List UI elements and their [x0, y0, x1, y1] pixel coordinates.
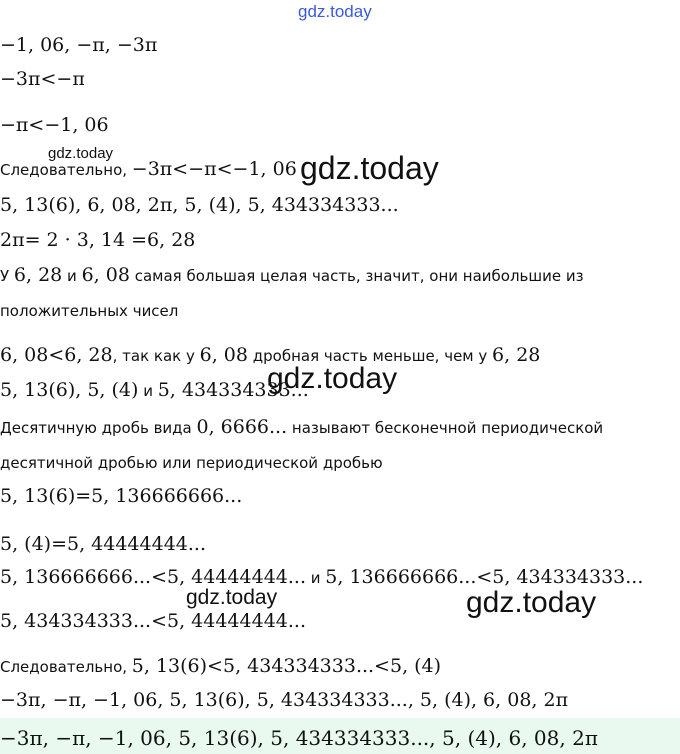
line-9-e: 6, 28	[492, 344, 541, 366]
watermark-medium: gdz.today	[186, 586, 278, 609]
line-9-c: 6, 08	[199, 344, 248, 366]
line-7-a: У	[0, 267, 14, 285]
line-11-a: Десятичную дробь вида	[0, 419, 197, 437]
line-7-e: самая большая целая часть, значит, они наибольшие из	[129, 267, 584, 285]
watermark-large-3: gdz.today	[466, 586, 597, 619]
line-7	[0, 264, 584, 286]
line-15	[0, 566, 643, 588]
line-9-d: дробная часть меньше, чем у	[248, 347, 493, 365]
line-8: положительных чисел	[0, 302, 179, 320]
line-17	[0, 655, 441, 677]
line-18: −3π, −π, −1, 06, 5, 13(6), 5, 434334333..., 5, (4), 6, 08, 2π	[0, 689, 569, 711]
watermark-large-2: gdz.today	[267, 362, 398, 395]
line-7-b: 6, 28	[13, 264, 63, 286]
line-17-b: 5, 13(6)<5, 434334333...<5, (4)	[131, 655, 442, 677]
line-1: −1, 06, −π, −3π	[0, 34, 158, 56]
line-11-b: 0, 6666...	[196, 416, 288, 438]
line-4-text: Следовательно,	[0, 161, 132, 179]
line-6: 2π= 2 · 3, 14 =6, 28	[0, 229, 196, 251]
line-16: 5, 434334333...<5, 44444444...	[0, 610, 306, 632]
watermark-large: gdz.today	[300, 150, 439, 186]
line-5: 5, 13(6), 6, 08, 2π, 5, (4), 5, 434334333...	[0, 194, 399, 216]
line-10	[0, 379, 309, 401]
line-9-b: , так как у	[112, 347, 200, 365]
line-15-b: и	[306, 569, 326, 587]
line-12: десятичной дробью или периодической дробью	[0, 454, 383, 472]
line-13: 5, 13(6)=5, 136666666...	[0, 485, 243, 507]
line-11	[0, 416, 603, 438]
line-11-c: называют бесконечной периодической	[287, 419, 604, 437]
line-9-a: 6, 08<6, 28	[0, 344, 113, 366]
line-3: −π<−1, 06	[0, 114, 109, 136]
line-4	[0, 158, 297, 180]
line-4-math: −3π<−π<−1, 06	[131, 158, 297, 180]
line-7-c: и	[62, 267, 82, 285]
line-10-a: 5, 13(6), 5, (4)	[0, 379, 139, 401]
line-15-a: 5, 136666666...<5, 44444444...	[0, 566, 306, 588]
line-10-b: и	[138, 382, 158, 400]
line-2: −3π<−π	[0, 68, 85, 90]
line-17-a: Следовательно,	[0, 658, 132, 676]
line-7-d: 6, 08	[81, 264, 130, 286]
line-14: 5, (4)=5, 44444444...	[0, 533, 206, 555]
line-15-c: 5, 136666666...<5, 434334333...	[325, 566, 644, 588]
line-10-c: 5, 434334333...	[157, 379, 309, 401]
watermark-top: gdz.today	[298, 2, 372, 21]
watermark-small: gdz.today	[48, 145, 114, 162]
line-19-answer: −3π, −π, −1, 06, 5, 13(6), 5, 434334333..., 5, (4), 6, 08, 2π	[0, 726, 598, 750]
